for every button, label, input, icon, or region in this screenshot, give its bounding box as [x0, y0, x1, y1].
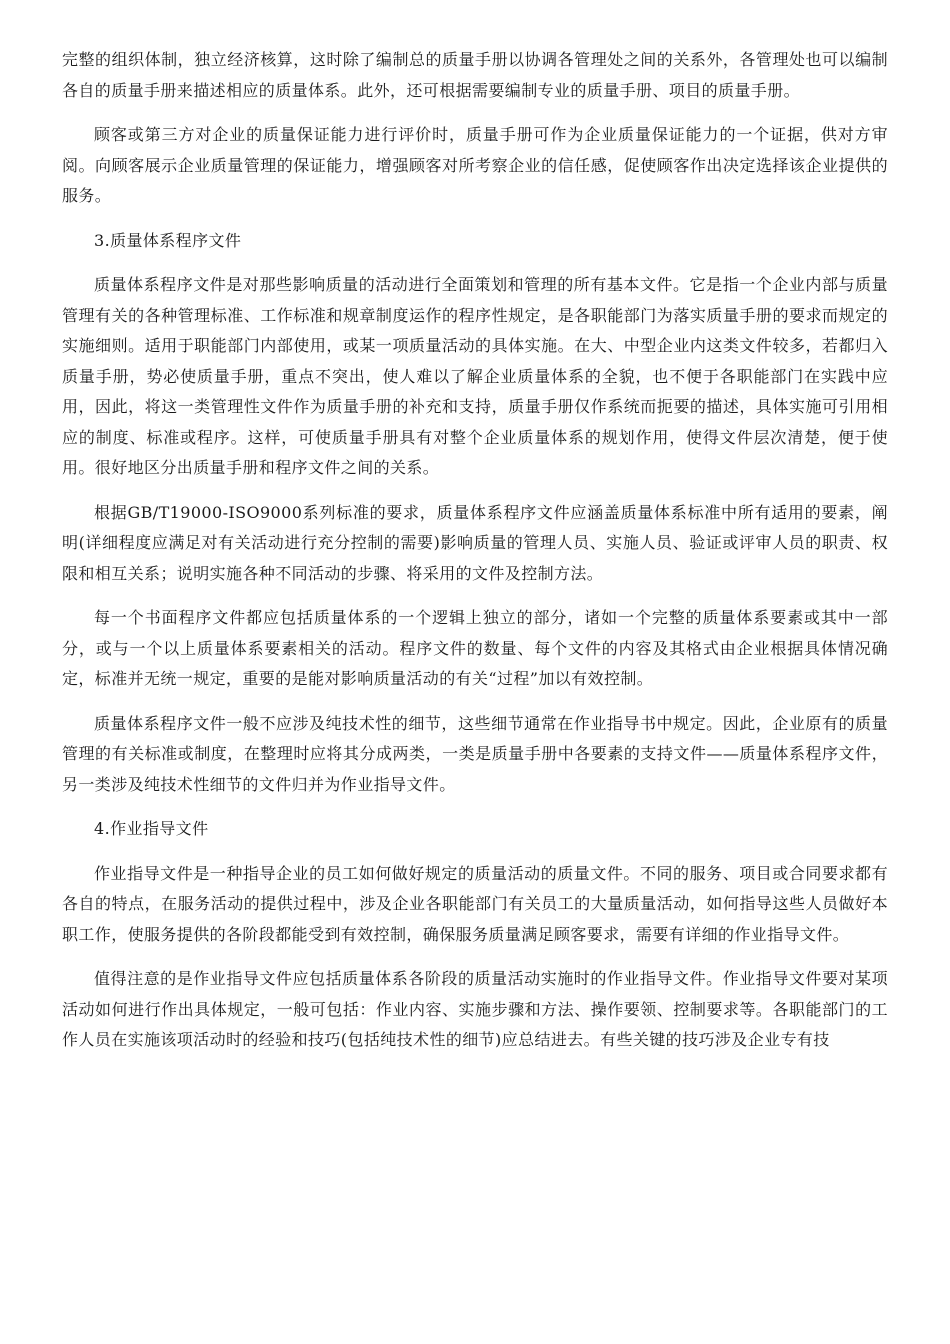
paragraph-procedure-definition: 质量体系程序文件是对那些影响质量的活动进行全面策划和管理的所有基本文件。它是指一个企业内部与质量管理有关的各种管理标准、工作标准和规章制度运作的程序性规定，是各职能部门为落实质量手册的要求而规定的实施细则。适用于职能部门内部使用，或某一项质量活动的具体实施。在大、中型企业内这类文件较多，若都归入质量手册，势必使质量手册，重点不突出，使人难以了解企业质量体系的全貌，也不便于各职能部门在实践中应用，因此，将这一类管理性文件作为质量手册的补充和支持，质量手册仅作系统而扼要的描述，具体实施可引用相应的制度、标准或程序。这样，可使质量手册具有对整个企业质量体系的规划作用，使得文件层次清楚，便于使用。很好地区分出质量手册和程序文件之间的关系。 — [62, 275, 888, 477]
section-heading-procedure-documents: 3.质量体系程序文件 — [94, 230, 242, 250]
paragraph-customer-evaluation: 顾客或第三方对企业的质量保证能力进行评价时，质量手册可作为企业质量保证能力的一个证据，供对方审阅。向顾客展示企业质量管理的保证能力，增强顾客对所考察企业的信任感，促使顾客作出决定选择该企业提供的服务。 — [62, 125, 888, 205]
paragraph-work-instruction-notes: 值得注意的是作业指导文件应包括质量体系各阶段的质量活动实施时的作业指导文件。作业指导文件要对某项活动如何进行作出具体规定，一般可包括：作业内容、实施步骤和方法、操作要领、控制要求等。各职能部门的工作人员在实施该项活动时的经验和技巧(包括纯技术性的细节)应总结进去。有些关键的技巧涉及企业专有技 — [62, 969, 888, 1049]
paragraph-written-procedures: 每一个书面程序文件都应包括质量体系的一个逻辑上独立的部分，诸如一个完整的质量体系要素或其中一部分，或与一个以上质量体系要素相关的活动。程序文件的数量、每个文件的内容及其格式由企业根据具体情况确定，标准并无统一规定，重要的是能对影响质量活动的有关“过程”加以有效控制。 — [62, 608, 888, 688]
section-heading-work-instructions: 4.作业指导文件 — [94, 819, 209, 838]
document-page — [62, 45, 888, 1070]
paragraph-technical-details: 质量体系程序文件一般不应涉及纯技术性的细节，这些细节通常在作业指导书中规定。因此，企业原有的质量管理的有关标准或制度，在整理时应将其分成两类，一类是质量手册中各要素的支持文件——质量体系程序文件，另一类涉及纯技术性细节的文件归并为作业指导文件。 — [62, 713, 888, 794]
paragraph-quality-manual-continued: 完整的组织体制，独立经济核算，这时除了编制总的质量手册以协调各管理处之间的关系外，各管理处也可以编制各自的质量手册来描述相应的质量体系。此外，还可根据需要编制专业的质量手册、项目的质量手册。 — [62, 50, 888, 100]
paragraph-standard-requirements: 根据GB/T19000-ISO9000系列标准的要求，质量体系程序文件应涵盖质量体系标准中所有适用的要素，阐明(详细程度应满足对有关活动进行充分控制的需要)影响质量的管理人员、实施人员、验证或评审人员的职责、权限和相互关系；说明实施各种不同活动的步骤、将采用的文件及控制方法。 — [62, 502, 888, 583]
paragraph-work-instruction-definition: 作业指导文件是一种指导企业的员工如何做好规定的质量活动的质量文件。不同的服务、项目或合同要求都有各自的特点，在服务活动的提供过程中，涉及企业各职能部门有关员工的大量质量活动，如何指导这些人员做好本职工作，使服务提供的各阶段都能受到有效控制，确保服务质量满足顾客要求，需要有详细的作业指导文件。 — [62, 863, 888, 944]
